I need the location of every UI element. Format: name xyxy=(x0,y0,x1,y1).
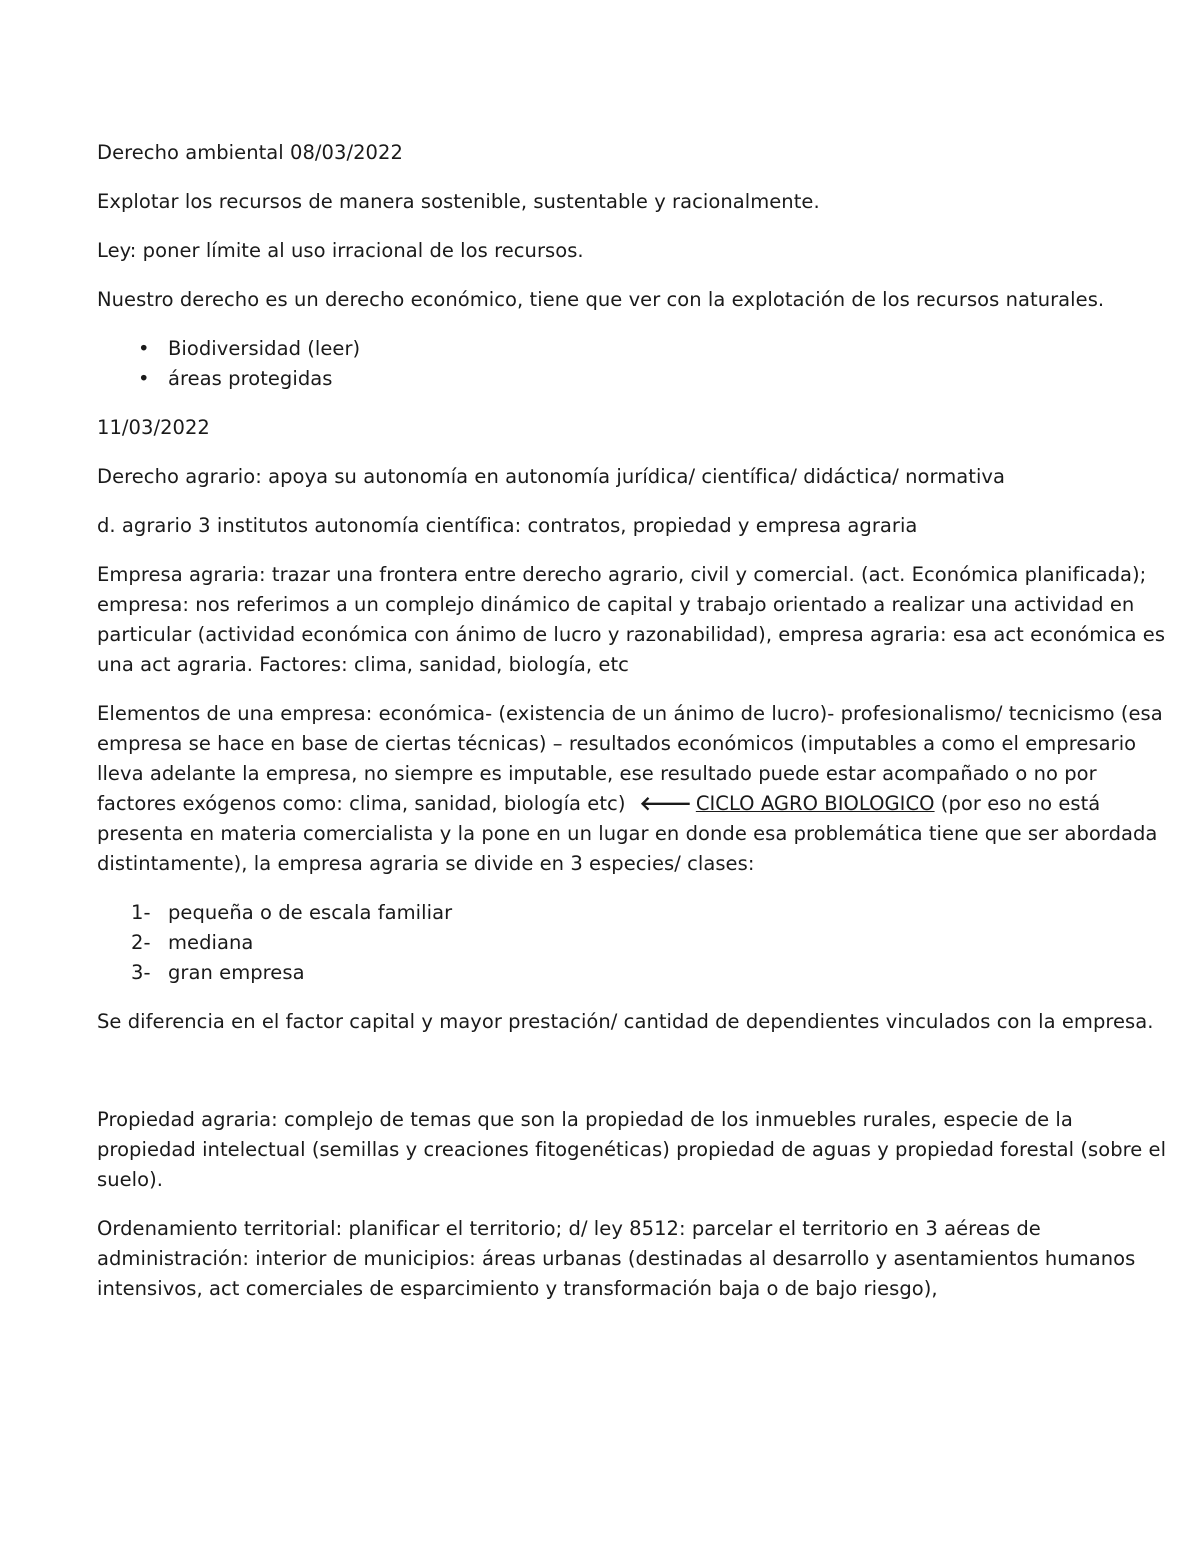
date-heading: 11/03/2022 xyxy=(97,416,210,439)
list-item xyxy=(97,898,1172,928)
numbered-list xyxy=(97,898,1172,988)
list-item-text: mediana xyxy=(168,931,254,954)
blank-line xyxy=(97,1056,1172,1105)
paragraph-empresa-agraria: Empresa agraria: trazar una frontera entre derecho agrario, civil y comercial. (act. Económica planificada); empresa: nos referimos a un complejo dinámico de capital y trabajo orientado a realizar una actividad en particular (actividad económica con ánimo de lucro y razonabilidad), empresa agraria: esa act económica es una act agraria. Factores: clima, sanidad, biología, etc xyxy=(97,563,1166,676)
paragraph-derecho-agrario: Derecho agrario: apoya su autonomía en autonomía jurídica/ científica/ didáctica/ normativa xyxy=(97,465,1006,488)
paragraph-derecho-economico: Nuestro derecho es un derecho económico, tiene que ver con la explotación de los recursos naturales. xyxy=(97,288,1105,311)
bullet-list xyxy=(97,334,1172,394)
list-item xyxy=(97,928,1172,958)
bullet-icon: • xyxy=(138,367,150,390)
paragraph-elementos-empresa xyxy=(97,699,1172,879)
paragraph-institutos: d. agrario 3 institutos autonomía científica: contratos, propiedad y empresa agraria xyxy=(97,514,918,537)
list-item xyxy=(97,334,1172,364)
bullet-icon: • xyxy=(138,337,150,360)
list-item-text: gran empresa xyxy=(168,961,305,984)
document-body xyxy=(97,138,1172,1323)
list-item xyxy=(97,364,1172,394)
list-item xyxy=(97,958,1172,988)
paragraph-text: Elementos de una empresa: económica- (existencia de un ánimo de lucro)- profesionalismo/ tecnicismo (esa empresa se hace en base de ciertas técnicas) – resultados económicos (imputables a como el empresario lleva adelante la empresa, no siempre es imputable, ese resultado puede estar acompañado o no por factores exógenos como: clima, sanidad, biología etc) xyxy=(97,702,1163,815)
list-number: 2- xyxy=(131,931,151,954)
paragraph-ley: Ley: poner límite al uso irracional de los recursos. xyxy=(97,239,584,262)
list-number: 3- xyxy=(131,961,151,984)
paragraph-explotar-recursos: Explotar los recursos de manera sostenible, sustentable y racionalmente. xyxy=(97,190,820,213)
paragraph-ordenamiento-territorial: Ordenamiento territorial: planificar el territorio; d/ ley 8512: parcelar el territorio en 3 aéreas de administración: interior de municipios: áreas urbanas (destinadas al desarrollo y asentamientos humanos intensivos, act comerciales de esparcimiento y transformación baja o de bajo riesgo), xyxy=(97,1217,1136,1300)
arrow-left-icon: 🡐 xyxy=(639,792,692,815)
heading-derecho-ambiental: Derecho ambiental 08/03/2022 xyxy=(97,141,403,164)
paragraph-text: (por eso no está presenta en materia comercialista y la pone en un lugar en donde esa problemática tiene que ser abordada distintamente), la empresa agraria se divide en 3 especies/ clases: xyxy=(97,792,1158,875)
ciclo-agro-biologico-link: CICLO AGRO BIOLOGICO xyxy=(695,792,935,815)
list-item-text: pequeña o de escala familiar xyxy=(168,901,453,924)
list-item-text: Biodiversidad (leer) xyxy=(168,337,361,360)
paragraph-propiedad-agraria: Propiedad agraria: complejo de temas que son la propiedad de los inmuebles rurales, especie de la propiedad intelectual (semillas y creaciones fitogenéticas) propiedad de aguas y propiedad forestal (sobre el suelo). xyxy=(97,1108,1167,1191)
paragraph-diferencia: Se diferencia en el factor capital y mayor prestación/ cantidad de dependientes vinculados con la empresa. xyxy=(97,1010,1154,1033)
list-number: 1- xyxy=(131,901,151,924)
list-item-text: áreas protegidas xyxy=(168,367,333,390)
